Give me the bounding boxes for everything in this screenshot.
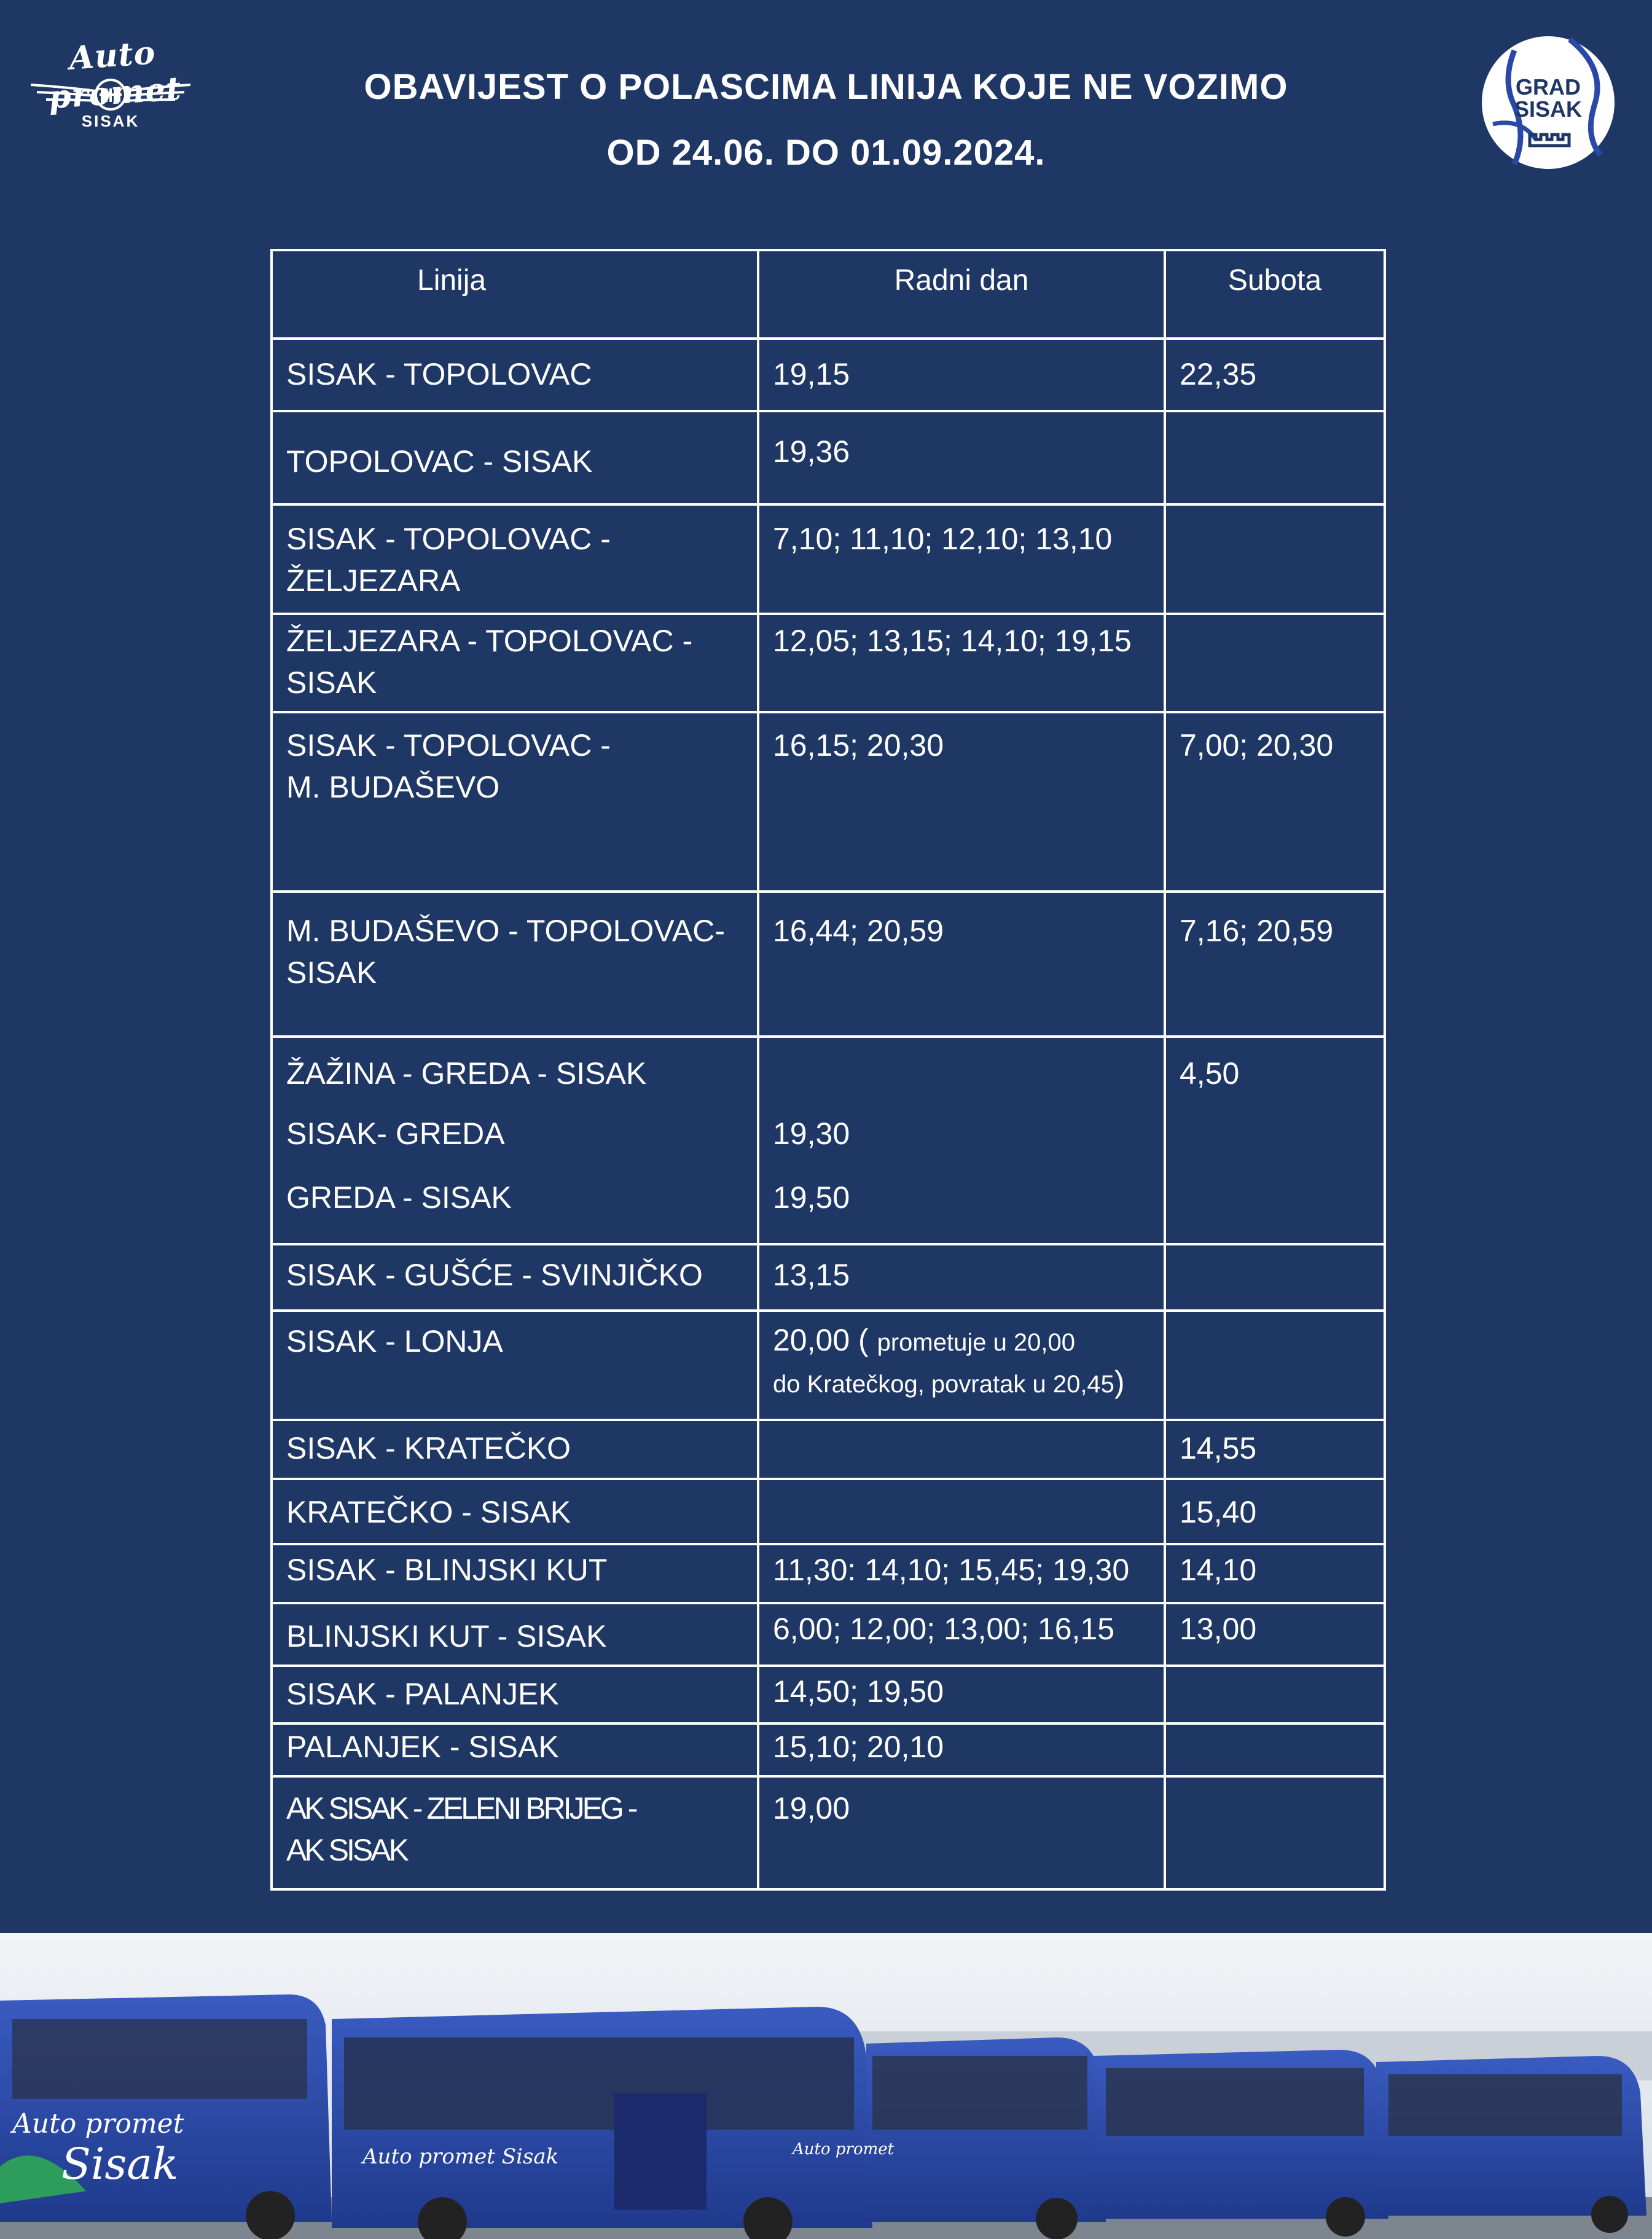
weekday-cell: 12,05; 13,15; 14,10; 19,15 bbox=[758, 614, 1165, 712]
weekday-cell bbox=[758, 1037, 1165, 1244]
table-row bbox=[272, 339, 1385, 411]
weekday-cell bbox=[758, 1420, 1165, 1479]
saturday-cell bbox=[1165, 411, 1385, 504]
logo-script-text: Auto promet bbox=[47, 34, 183, 117]
route-line-2: ŽELJEZARA bbox=[286, 563, 461, 598]
weekday-cell: 13,15 bbox=[758, 1244, 1165, 1311]
route-cell bbox=[272, 1037, 758, 1244]
weekday-value bbox=[773, 1055, 1150, 1115]
route-cell: PALANJEK - SISAK bbox=[272, 1723, 758, 1776]
route-sisak-greda: SISAK- GREDA bbox=[286, 1116, 505, 1151]
weekday-cell: 11,30: 14,10; 15,45; 19,30 bbox=[758, 1544, 1165, 1603]
table-row bbox=[272, 1479, 1385, 1544]
saturday-cell bbox=[1165, 1776, 1385, 1889]
route-cell: SISAK - BLINJSKI KUT bbox=[272, 1544, 758, 1603]
route-cell: SISAK - PALANJEK bbox=[272, 1666, 758, 1723]
saturday-cell bbox=[1165, 1037, 1385, 1244]
table-header-row bbox=[272, 250, 1385, 339]
table-row bbox=[272, 504, 1385, 614]
weekday-value: 19,50 bbox=[773, 1180, 850, 1215]
route-cell: BLINJSKI KUT - SISAK bbox=[272, 1603, 758, 1666]
route-cell: SISAK - LONJA bbox=[272, 1311, 758, 1420]
table-row bbox=[272, 1420, 1385, 1479]
table-row bbox=[272, 1666, 1385, 1723]
route-cell: SISAK - KRATEČKO bbox=[272, 1420, 758, 1479]
saturday-value: 4,50 bbox=[1180, 1056, 1240, 1091]
bus-script-text: Auto promet bbox=[12, 2108, 184, 2139]
route-cell: SISAK - GUŠĆE - SVINJIČKO bbox=[272, 1244, 758, 1311]
table-row bbox=[272, 1603, 1385, 1666]
weekday-value: 19,30 bbox=[773, 1116, 850, 1151]
header-subota: Subota bbox=[1165, 250, 1385, 339]
table-row bbox=[272, 411, 1385, 504]
page-title-line1: OBAVIJEST O POLASCIMA LINIJA KOJE NE VOZIMO bbox=[364, 67, 1288, 107]
saturday-cell: 14,55 bbox=[1165, 1420, 1385, 1479]
table-row bbox=[272, 1244, 1385, 1311]
weekday-cell: 19,36 bbox=[758, 411, 1165, 504]
route-cell: KRATEČKO - SISAK bbox=[272, 1479, 758, 1544]
route-cell: TOPOLOVAC - SISAK bbox=[272, 411, 758, 504]
table-row bbox=[272, 614, 1385, 712]
route-cell: SISAK - TOPOLOVAC bbox=[272, 339, 758, 411]
route-line-2: SISAK bbox=[286, 665, 377, 700]
route-line-1: SISAK - TOPOLOVAC - bbox=[286, 728, 611, 763]
weekday-cell bbox=[758, 1479, 1165, 1544]
weekday-cell: 16,44; 20,59 bbox=[758, 892, 1165, 1037]
route-greda-sisak: GREDA - SISAK bbox=[286, 1180, 512, 1215]
saturday-cell bbox=[1165, 1723, 1385, 1776]
saturday-cell bbox=[1165, 1311, 1385, 1420]
table-row bbox=[272, 1544, 1385, 1603]
bus-front-text-2: Auto promet bbox=[793, 2140, 895, 2159]
table-row bbox=[272, 892, 1385, 1037]
saturday-cell bbox=[1165, 1666, 1385, 1723]
route-cell bbox=[272, 504, 758, 614]
table-row bbox=[272, 1723, 1385, 1776]
route-line-2: AK SISAK bbox=[286, 1833, 407, 1867]
weekday-cell: 15,10; 20,10 bbox=[758, 1723, 1165, 1776]
weekday-note-close: ) bbox=[1114, 1365, 1125, 1399]
table-row bbox=[272, 1311, 1385, 1420]
logo-sisak-text: SISAK bbox=[1514, 96, 1583, 122]
header-linija: Linija bbox=[272, 250, 758, 339]
weekday-cell bbox=[758, 1311, 1165, 1420]
timetable bbox=[270, 249, 1386, 1891]
table-row bbox=[272, 712, 1385, 892]
table-row-group bbox=[272, 1037, 1385, 1244]
saturday-cell: 22,35 bbox=[1165, 339, 1385, 411]
logo-grad-text: GRAD bbox=[1516, 74, 1581, 100]
bus-front-text: Auto promet Sisak bbox=[362, 2144, 559, 2169]
buses-photo bbox=[0, 1933, 1652, 2239]
weekday-note-line1: prometuje u 20,00 bbox=[877, 1329, 1076, 1356]
route-line-1: SISAK - TOPOLOVAC - bbox=[286, 522, 611, 556]
route-line-1: M. BUDAŠEVO - TOPOLOVAC- bbox=[286, 914, 726, 948]
weekday-cell: 6,00; 12,00; 13,00; 16,15 bbox=[758, 1603, 1165, 1666]
saturday-cell bbox=[1165, 614, 1385, 712]
weekday-cell: 7,10; 11,10; 12,10; 13,10 bbox=[758, 504, 1165, 614]
route-line-2: SISAK bbox=[286, 955, 377, 990]
route-line-1: ŽELJEZARA - TOPOLOVAC - bbox=[286, 624, 693, 658]
route-line-2: M. BUDAŠEVO bbox=[286, 770, 500, 804]
weekday-note-line2: do Kratečkog, povratak u 20,45 bbox=[773, 1371, 1114, 1398]
route-zazina-greda-sisak: ŽAŽINA - GREDA - SISAK bbox=[286, 1056, 647, 1091]
table-row bbox=[272, 1776, 1385, 1889]
bus-fleet-illustration bbox=[0, 1933, 1652, 2239]
route-cell bbox=[272, 892, 758, 1037]
saturday-cell bbox=[1165, 1244, 1385, 1311]
saturday-value bbox=[1180, 1115, 1370, 1179]
weekday-value: 20,00 ( bbox=[773, 1323, 869, 1357]
route-cell bbox=[272, 712, 758, 892]
saturday-cell: 15,40 bbox=[1165, 1479, 1385, 1544]
weekday-cell: 14,50; 19,50 bbox=[758, 1666, 1165, 1723]
weekday-cell: 16,15; 20,30 bbox=[758, 712, 1165, 892]
page-title-line2: OD 24.06. DO 01.09.2024. bbox=[606, 133, 1046, 173]
route-line-1: AK SISAK - ZELENI BRIJEG - bbox=[286, 1791, 636, 1825]
saturday-cell bbox=[1165, 504, 1385, 614]
saturday-value bbox=[1180, 1179, 1370, 1243]
saturday-cell: 14,10 bbox=[1165, 1544, 1385, 1603]
weekday-cell: 19,15 bbox=[758, 339, 1165, 411]
route-cell bbox=[272, 614, 758, 712]
saturday-cell: 7,00; 20,30 bbox=[1165, 712, 1385, 892]
route-cell bbox=[272, 1776, 758, 1889]
bus-city-text: Sisak bbox=[61, 2139, 179, 2189]
header-radni-dan: Radni dan bbox=[758, 250, 1165, 339]
saturday-cell: 7,16; 20,59 bbox=[1165, 892, 1385, 1037]
weekday-cell: 19,00 bbox=[758, 1776, 1165, 1889]
logo-city-text: SISAK bbox=[81, 112, 140, 130]
saturday-cell: 13,00 bbox=[1165, 1603, 1385, 1666]
